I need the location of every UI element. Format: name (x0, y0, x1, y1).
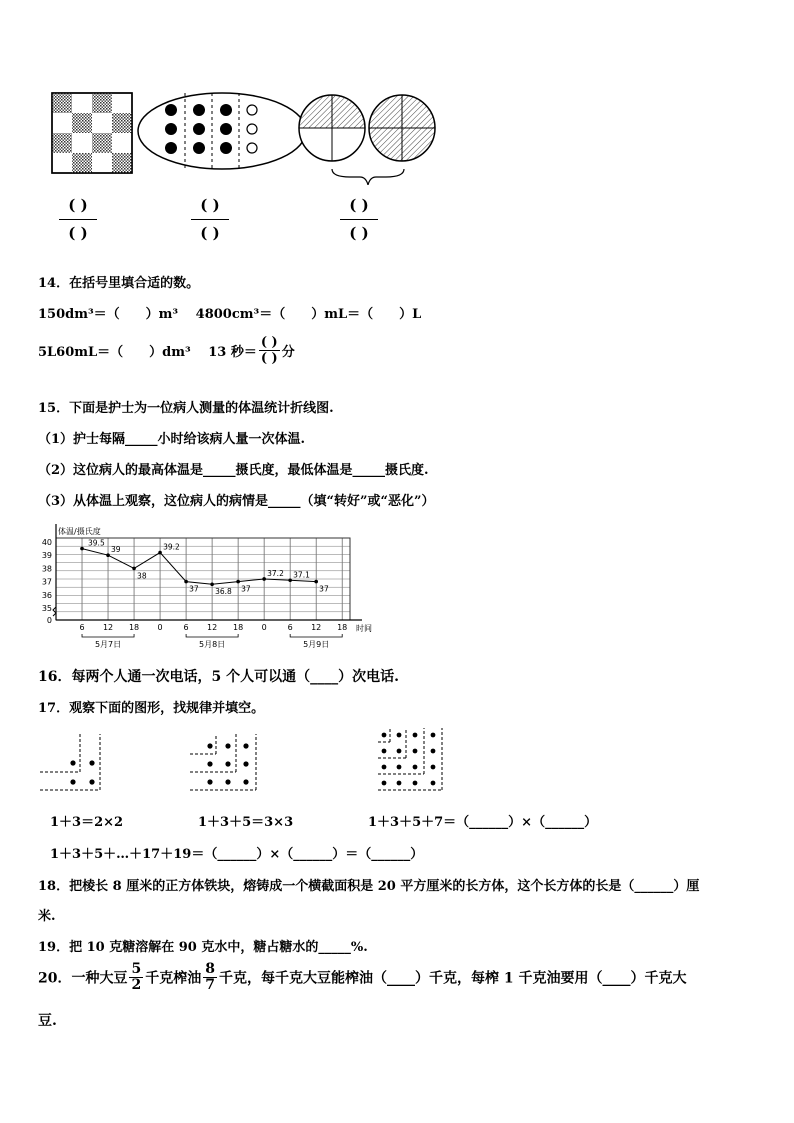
checker-square (52, 93, 132, 173)
q15-item2: （2）这位病人的最高体温是_____摄氏度，最低体温是_____摄氏度. (38, 463, 429, 478)
x-tick-label: 6 (183, 623, 189, 632)
q17-title: 17．观察下面的图形，找规律并填空。 (38, 701, 265, 716)
data-label: 39.5 (88, 538, 105, 548)
numerator-blank[interactable]: ( ) (260, 335, 278, 350)
data-point (210, 582, 214, 586)
q16-text: 16．每两个人通一次电话，5 个人可以通（____）次电话. (38, 669, 399, 685)
y-tick-label: 37 (41, 577, 52, 587)
numerator-blank[interactable]: ( ) (68, 196, 88, 214)
q18-line2: 米. (38, 909, 56, 924)
denominator-blank[interactable]: ( ) (200, 224, 220, 242)
day-bracket (82, 634, 134, 637)
data-point (106, 553, 110, 557)
data-point (288, 578, 292, 582)
x-tick-label: 12 (102, 623, 114, 632)
fraction-bar (340, 219, 378, 220)
data-point (158, 551, 162, 555)
y-axis-label: 体温/摄氏度 (58, 527, 101, 536)
denominator-blank[interactable]: ( ) (349, 224, 369, 242)
denominator-blank[interactable]: ( ) (68, 224, 88, 242)
denominator-blank[interactable]: ( ) (260, 351, 278, 366)
q20-post: 千克，每千克大豆能榨油（____）千克，每榨 1 千克油要用（____）千克大 (218, 970, 687, 987)
dot-pattern-1 (38, 730, 108, 795)
fraction-denominator: 2 (131, 977, 142, 993)
data-label: 37 (189, 584, 199, 594)
day-label: 5月8日 (199, 640, 226, 649)
q19-text: 19．把 10 克糖溶解在 90 克水中，糖占糖水的_____%. (38, 940, 368, 955)
numerator-blank[interactable]: ( ) (349, 196, 369, 214)
q18-line1: 18．把棱长 8 厘米的正方体铁块，熔铸成一个横截面积是 20 平方厘米的长方体，这个长方体的长是（______）厘 (38, 879, 700, 894)
day-bracket (290, 634, 342, 637)
q14-line2-text: 5L60mL＝（ ）dm³ 13 秒＝ (38, 345, 257, 360)
x-tick-label: 18 (128, 623, 140, 632)
day-bracket (186, 634, 238, 637)
day-label: 5月7日 (94, 640, 122, 649)
blank-fraction-2[interactable] (187, 195, 233, 245)
data-label: 37 (241, 584, 251, 594)
q17-eq4: 1＋3＋5＋…＋17＋19＝（______）×（______）＝（______） (50, 847, 424, 862)
y-tick-label: 36 (41, 590, 52, 600)
q14-fraction-blank[interactable] (259, 335, 280, 366)
data-label: 37.2 (267, 568, 284, 578)
data-point (262, 577, 266, 581)
data-label: 37.1 (293, 570, 310, 580)
q14-title: 14．在括号里填合适的数。 (38, 276, 200, 291)
data-label: 39.2 (163, 542, 180, 552)
fraction-bar (59, 219, 97, 220)
y-tick-label: 39 (41, 551, 52, 561)
data-point (184, 580, 188, 584)
data-label: 39 (111, 545, 121, 555)
q20-pre: 20．一种大豆 (38, 970, 128, 987)
data-label: 38 (137, 571, 147, 581)
dot-pattern-3 (376, 726, 456, 796)
q17-eq2: 1＋3＋5＝3×3 (198, 815, 294, 830)
y-tick-label: 38 (41, 564, 52, 574)
y-tick-label: 35 (41, 604, 52, 613)
fraction-denominator: 7 (205, 977, 215, 993)
circle-pair (299, 95, 435, 185)
q15-title: 15．下面是护士为一位病人测量的体温统计折线图. (38, 401, 334, 416)
data-label: 37 (319, 584, 329, 594)
x-tick-label: 6 (287, 623, 293, 632)
x-tick-label: 0 (157, 623, 163, 632)
fraction-bar (191, 219, 229, 220)
x-tick-label: 12 (311, 623, 322, 632)
q20-line1 (38, 962, 686, 993)
data-label: 36.8 (215, 587, 232, 597)
day-label: 5月9日 (303, 640, 330, 649)
y-tick-label: 40 (41, 538, 52, 547)
q20-fraction-2 (203, 962, 217, 993)
q14-line2 (38, 335, 295, 366)
q15-item1: （1）护士每隔_____小时给该病人量一次体温. (38, 432, 306, 447)
x-tick-label: 12 (207, 623, 218, 632)
q20-line2: 豆. (38, 1013, 57, 1029)
q17-eq1: 1＋3＝2×2 (50, 815, 124, 830)
x-tick-label: 0 (261, 623, 267, 632)
dot-pattern-2 (188, 730, 268, 795)
q14-unit: 分 (281, 345, 295, 360)
data-point (236, 580, 240, 584)
q20-mid: 千克榨油 (145, 970, 202, 987)
blank-fraction-1[interactable] (55, 195, 101, 245)
x-axis-label: 时间 (356, 624, 372, 633)
q17-eq3: 1＋3＋5＋7＝（______）×（______） (368, 815, 598, 830)
y-tick-label: 0 (46, 616, 52, 625)
blank-fraction-3[interactable] (336, 195, 382, 245)
q15-item3: （3）从体温上观察，这位病人的病情是_____（填“转好”或“恶化”） (38, 494, 435, 509)
q14-line1: 150dm³＝（ ）m³ 4800cm³＝（ ）mL＝（ ）L (38, 307, 422, 322)
temperature-line-chart (28, 520, 388, 650)
numerator-blank[interactable]: ( ) (200, 196, 220, 214)
data-point (80, 547, 84, 551)
fraction-figures (40, 85, 440, 185)
fraction-numerator: 5 (131, 961, 142, 977)
data-point (132, 567, 136, 571)
x-tick-label: 18 (337, 623, 348, 632)
q20-fraction-1 (129, 962, 143, 993)
dot-ellipse (138, 93, 306, 169)
x-tick-label: 18 (233, 623, 244, 632)
data-point (314, 580, 318, 584)
fraction-numerator: 8 (205, 961, 215, 977)
x-tick-label: 6 (79, 623, 85, 632)
